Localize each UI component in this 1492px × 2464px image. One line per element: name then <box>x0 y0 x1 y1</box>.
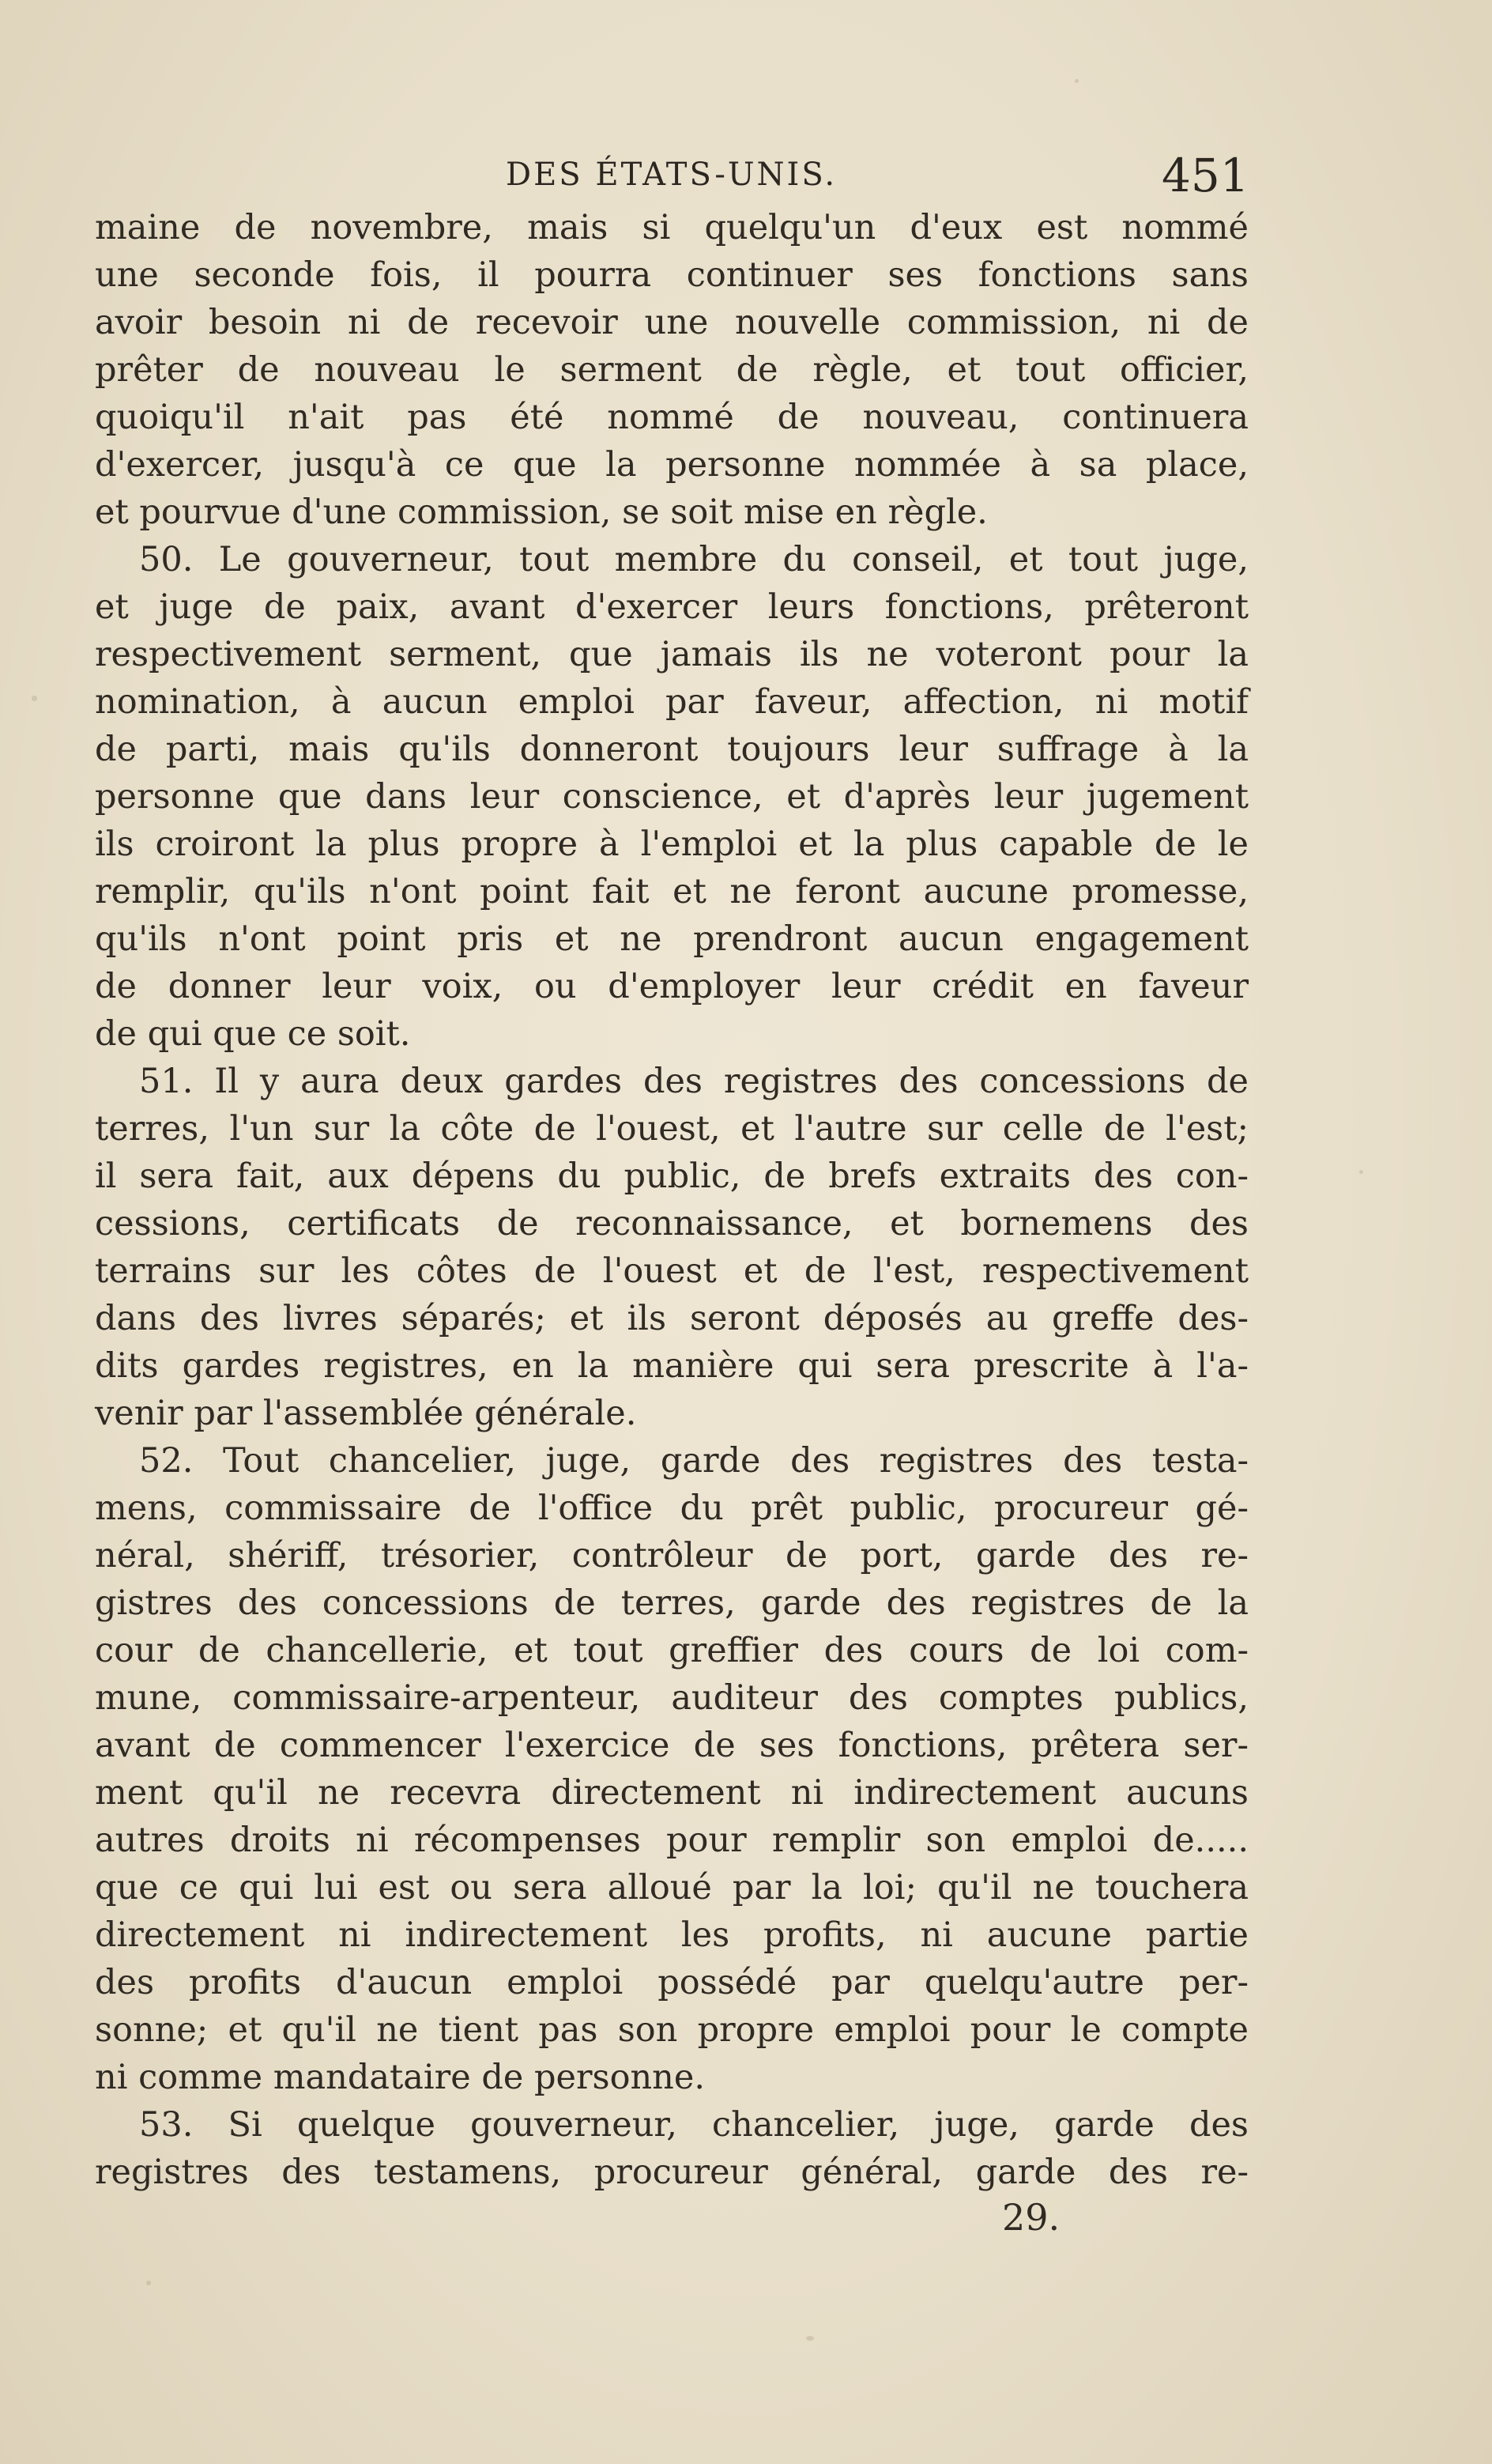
body-text <box>95 204 1249 2196</box>
text-line: cessions, certificats de reconnaissance, et bornemens des <box>95 1204 1249 1243</box>
text-line: mune, commissaire-arpenteur, auditeur des comptes publics, <box>95 1678 1249 1718</box>
text-line: maine de novembre, mais si quelqu'un d'eux est nommé <box>95 208 1249 247</box>
page-number: 451 <box>1162 149 1249 202</box>
text-line: d'exercer, jusqu'à ce que la personne nommée à sa place, <box>95 445 1249 485</box>
page-header <box>0 149 1492 212</box>
text-line: nomination, à aucun emploi par faveur, affection, ni motif <box>95 682 1249 722</box>
text-line: que ce qui lui est ou sera alloué par la loi; qu'il ne touchera <box>95 1868 1249 1907</box>
text-line: registres des testamens, procureur général, garde des re- <box>95 2153 1249 2192</box>
paper-speck <box>1075 79 1079 83</box>
running-title: DES ÉTATS-UNIS. <box>506 157 838 193</box>
text-line: dans des livres séparés; et ils seront déposés au greffe des- <box>95 1299 1249 1338</box>
text-line: dits gardes registres, en la manière qui sera prescrite à l'a- <box>95 1346 1249 1386</box>
text-line: respectivement serment, que jamais ils ne voteront pour la <box>95 635 1249 674</box>
text-line: cour de chancellerie, et tout greffier des cours de loi com- <box>95 1631 1249 1670</box>
paper-speck <box>32 696 37 701</box>
text-line: qu'ils n'ont point pris et ne prendront aucun engagement <box>95 919 1249 959</box>
text-line: avant de commencer l'exercice de ses fonctions, prêtera ser- <box>95 1726 1249 1765</box>
paper-speck <box>806 2336 814 2341</box>
text-line: ils croiront la plus propre à l'emploi et la plus capable de le <box>95 824 1249 864</box>
text-line: des profits d'aucun emploi possédé par quelqu'autre per- <box>95 1963 1249 2002</box>
text-line: et pourvue d'une commission, se soit mise en règle. <box>95 492 988 532</box>
text-line: une seconde fois, il pourra continuer ses fonctions sans <box>95 255 1249 295</box>
text-line: remplir, qu'ils n'ont point fait et ne feront aucune promesse, <box>95 872 1249 911</box>
article-51-start: 51. Il y aura deux gardes des registres des concessions de <box>139 1062 1249 1101</box>
text-line: avoir besoin ni de recevoir une nouvelle commission, ni de <box>95 303 1249 342</box>
text-line: personne que dans leur conscience, et d'après leur jugement <box>95 777 1249 817</box>
text-line: de donner leur voix, ou d'employer leur crédit en faveur <box>95 967 1249 1006</box>
text-line: de qui que ce soit. <box>95 1014 411 1054</box>
article-50-start: 50. Le gouverneur, tout membre du conseil, et tout juge, <box>139 540 1249 579</box>
text-line: néral, shériff, trésorier, contrôleur de port, garde des re- <box>95 1536 1249 1575</box>
text-line: sonne; et qu'il ne tient pas son propre emploi pour le compte <box>95 2010 1249 2050</box>
article-52-start: 52. Tout chancelier, juge, garde des registres des testa- <box>139 1441 1249 1481</box>
text-line: prêter de nouveau le serment de règle, et tout officier, <box>95 350 1249 390</box>
paper-speck <box>1359 1170 1363 1174</box>
text-line: ment qu'il ne recevra directement ni indirectement aucuns <box>95 1773 1249 1813</box>
text-line: venir par l'assemblée générale. <box>95 1394 637 1433</box>
text-line: terres, l'un sur la côte de l'ouest, et l'autre sur celle de l'est; <box>95 1109 1249 1149</box>
text-line: ni comme mandataire de personne. <box>95 2058 705 2097</box>
signature-mark: 29. <box>1002 2196 1061 2239</box>
text-line: directement ni indirectement les profits, ni aucune partie <box>95 1915 1249 1955</box>
text-line: mens, commissaire de l'office du prêt public, procureur gé- <box>95 1489 1249 1528</box>
text-line: terrains sur les côtes de l'ouest et de l'est, respectivement <box>95 1251 1249 1291</box>
text-line: de parti, mais qu'ils donneront toujours leur suffrage à la <box>95 730 1249 769</box>
text-line: gistres des concessions de terres, garde des registres de la <box>95 1583 1249 1623</box>
text-line: il sera fait, aux dépens du public, de brefs extraits des con- <box>95 1157 1249 1196</box>
paper-speck <box>146 2281 151 2285</box>
article-53-start: 53. Si quelque gouverneur, chancelier, juge, garde des <box>139 2105 1249 2145</box>
text-line: et juge de paix, avant d'exercer leurs fonctions, prêteront <box>95 587 1249 627</box>
text-line: autres droits ni récompenses pour remplir son emploi de..... <box>95 1821 1249 1860</box>
text-line: quoiqu'il n'ait pas été nommé de nouveau, continuera <box>95 398 1249 437</box>
